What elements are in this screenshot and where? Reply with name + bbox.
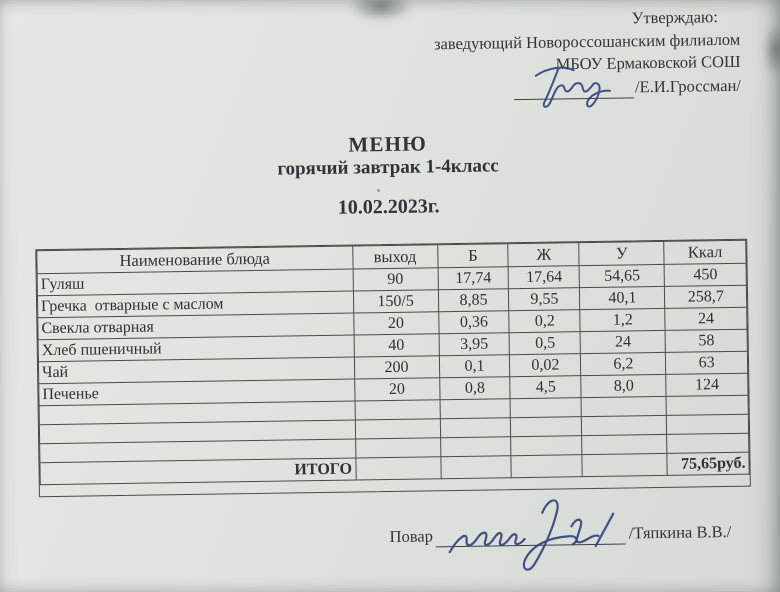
cook-name: /Тяпкина В.В./ — [628, 521, 732, 543]
dish-name-cell: Хлеб пшеничный — [38, 335, 354, 362]
value-cell: 9,55 — [509, 288, 580, 311]
principal-name: /Е.И.Гроссман/ — [634, 75, 742, 96]
total-value: 75,65руб. — [667, 452, 749, 475]
dish-name-cell: Гуляш — [37, 269, 353, 296]
value-cell: 24 — [665, 307, 747, 330]
value-cell: 20 — [354, 378, 439, 401]
cook-label: Повар — [389, 526, 434, 547]
value-cell: 54,65 — [579, 264, 664, 287]
header-cell-kcal: Ккал — [664, 240, 746, 264]
value-cell: 450 — [664, 263, 746, 286]
value-cell: 17,64 — [509, 266, 580, 289]
value-cell: 20 — [353, 312, 438, 335]
approval-line-1: Утверждаю: — [631, 7, 719, 28]
title-block — [0, 126, 779, 225]
approval-line-3: МБОУ Ермаковской СОШ — [555, 51, 741, 74]
approval-line-2: заведующий Новороссошанским филиалом — [433, 29, 741, 53]
value-cell: 1,2 — [580, 308, 665, 331]
value-cell: 8,0 — [581, 374, 666, 397]
header-cell-fat: Ж — [508, 243, 579, 267]
approval-signature-row — [435, 74, 742, 101]
value-cell: 4,5 — [510, 376, 581, 399]
value-cell: 150/5 — [353, 290, 438, 313]
value-cell: 90 — [353, 268, 438, 291]
value-cell: 0,36 — [438, 311, 509, 334]
menu-table — [35, 239, 751, 498]
value-cell: 200 — [354, 356, 439, 379]
cook-signature-scribble — [443, 487, 634, 582]
value-cell: 0,1 — [439, 355, 510, 378]
value-cell: 8,85 — [438, 289, 509, 312]
dish-name-cell: Чай — [38, 357, 354, 384]
footer-signature-block — [389, 521, 731, 548]
menu-title: МЕНЮ — [348, 131, 428, 157]
value-cell: 17,74 — [438, 267, 509, 290]
paper-speck — [377, 189, 380, 192]
header-cell-carbs: У — [579, 241, 664, 265]
approval-block — [434, 6, 742, 102]
value-cell: 40,1 — [580, 286, 665, 309]
dish-name-cell: Печенье — [39, 379, 355, 406]
value-cell: 24 — [580, 330, 665, 353]
value-cell: 6,2 — [581, 352, 666, 375]
value-cell: 258,7 — [665, 285, 747, 308]
header-cell-protein: Б — [437, 244, 508, 268]
menu-subtitle: горячий завтрак 1-4класс — [277, 155, 499, 180]
value-cell: 124 — [666, 373, 748, 396]
principal-signature-line — [514, 76, 634, 100]
value-cell: 0,02 — [510, 354, 581, 377]
dish-name-cell: Гречка отварные с маслом — [37, 291, 353, 318]
value-cell: 58 — [665, 329, 747, 352]
total-label: ИТОГО — [40, 458, 356, 485]
value-cell: 40 — [354, 334, 439, 357]
dish-name-cell: Свекла отварная — [38, 313, 354, 340]
header-cell-output: выход — [352, 245, 437, 269]
value-cell: 0,2 — [509, 310, 580, 333]
cook-signature-line — [436, 523, 626, 548]
value-cell: 63 — [666, 351, 748, 374]
header-cell-dish: Наименование блюда — [37, 246, 353, 274]
value-cell: 3,95 — [439, 333, 510, 356]
value-cell: 0,8 — [439, 377, 510, 400]
menu-date: 10.02.2023г. — [337, 195, 440, 219]
principal-signature-scribble — [514, 55, 635, 113]
value-cell: 0,5 — [510, 332, 581, 355]
